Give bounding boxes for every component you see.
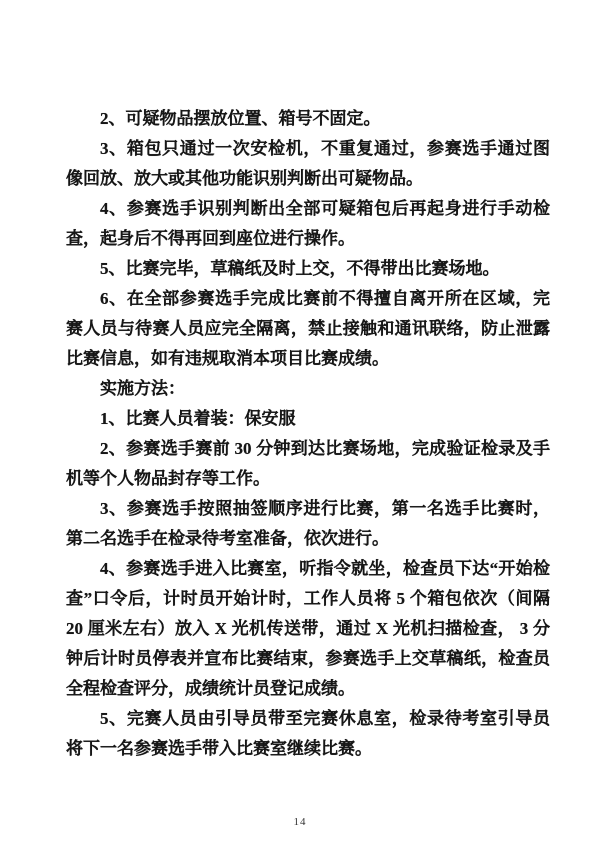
document-body-text bbox=[66, 104, 550, 764]
step-item-3: 3、参赛选手按照抽签顺序进行比赛，第一名选手比赛时，第二名选手在检录待考室准备，依次进行。 bbox=[66, 499, 550, 548]
section-heading-implementation-method: 实施方法： bbox=[100, 379, 185, 398]
step-item-5: 5、完赛人员由引导员带至完赛休息室，检录待考室引导员将下一名参赛选手带入比赛室继续比赛。 bbox=[66, 709, 550, 758]
rule-item-2: 2、可疑物品摆放位置、箱号不固定。 bbox=[100, 109, 381, 128]
rule-item-5: 5、比赛完毕，草稿纸及时上交，不得带出比赛场地。 bbox=[100, 259, 500, 278]
step-item-4: 4、参赛选手进入比赛室，听指令就坐，检查员下达“开始检查”口令后，计时员开始计时，工作人员将 5 个箱包依次（间隔 20 厘米左右）放入 X 光机传送带，通过 X 光机扫描检查， 3 分钟后计时员停表并宣布比赛结束，参赛选手上交草稿纸，检查员全程检查评分，成绩统计员登记成绩。 bbox=[66, 559, 550, 698]
page-number: 14 bbox=[293, 816, 307, 828]
rule-item-4: 4、参赛选手识别判断出全部可疑箱包后再起身进行手动检查，起身后不得再回到座位进行操作。 bbox=[66, 199, 550, 248]
step-item-1: 1、比赛人员着装：保安服 bbox=[100, 409, 296, 428]
rule-item-6: 6、在全部参赛选手完成比赛前不得擅自离开所在区域，完赛人员与待赛人员应完全隔离，禁止接触和通讯联络，防止泄露比赛信息，如有违规取消本项目比赛成绩。 bbox=[66, 289, 550, 368]
step-item-2: 2、参赛选手赛前 30 分钟到达比赛场地，完成验证检录及手机等个人物品封存等工作。 bbox=[66, 439, 550, 488]
rule-item-3: 3、箱包只通过一次安检机，不重复通过，参赛选手通过图像回放、放大或其他功能识别判断出可疑物品。 bbox=[66, 139, 550, 188]
